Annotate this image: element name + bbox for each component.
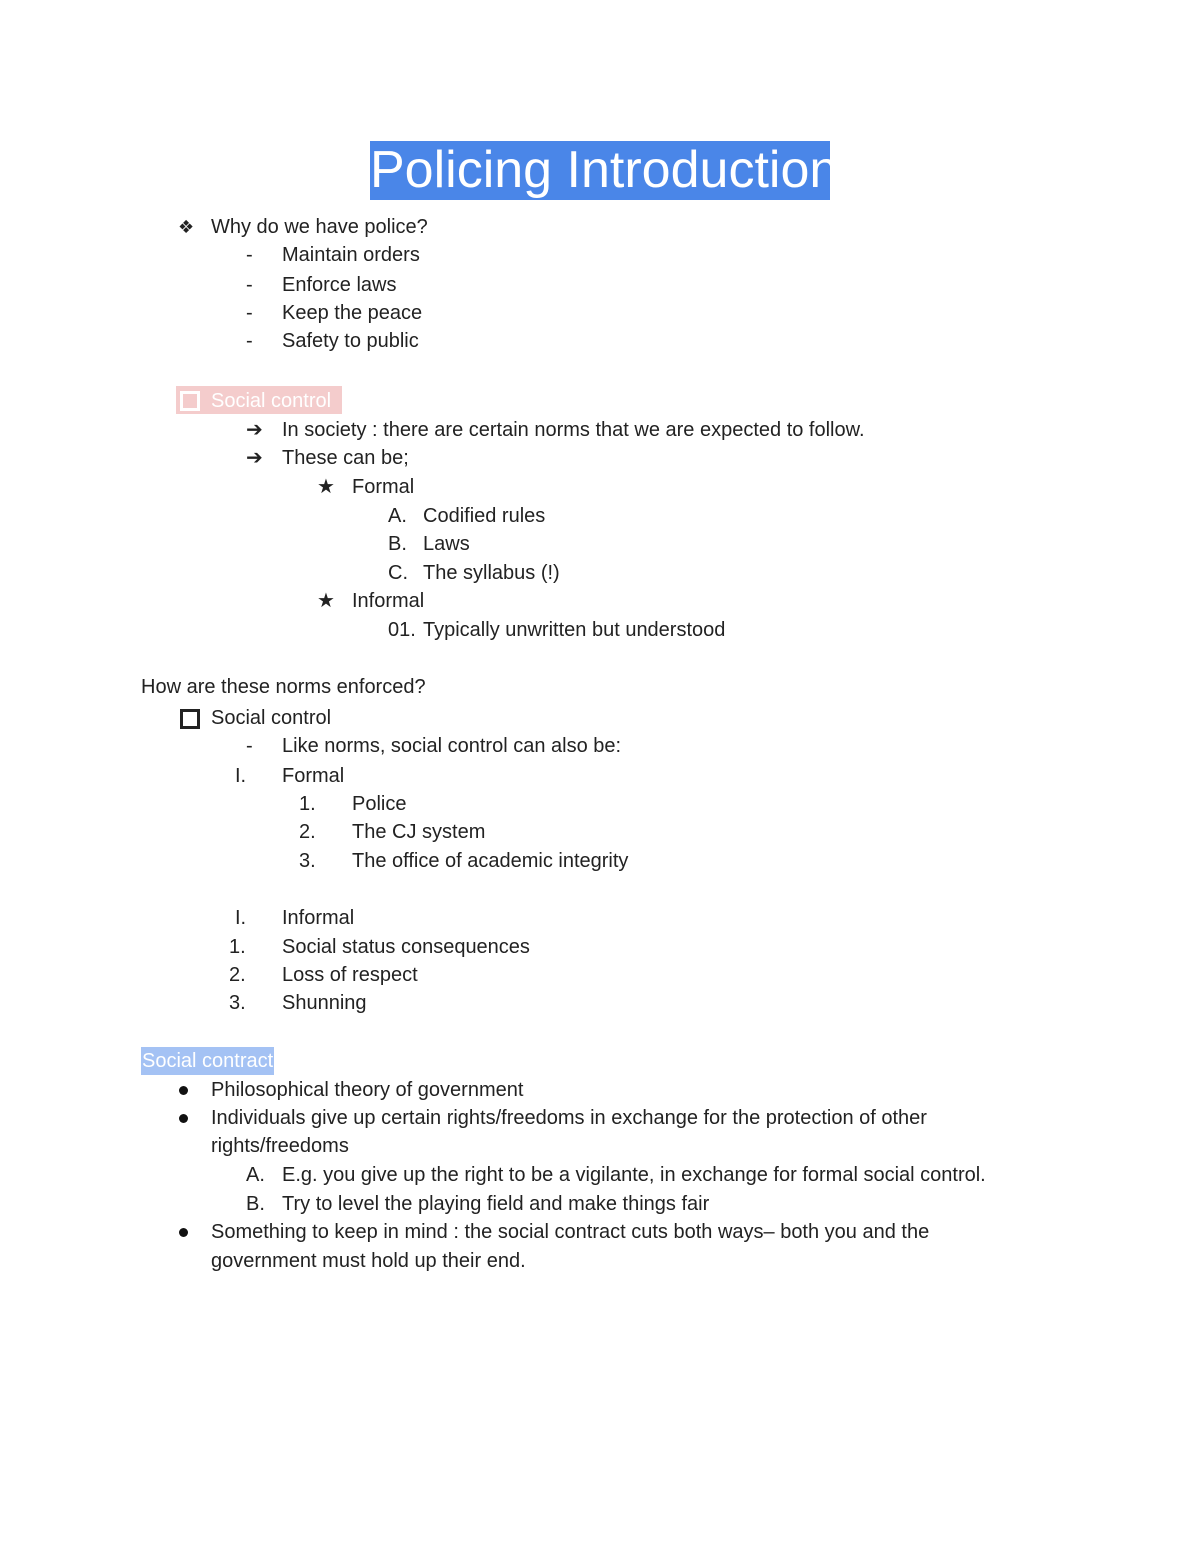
list-item: Codified rules: [423, 505, 546, 527]
list-item: Something to keep in mind : the social contract cuts both ways– both you and the: [211, 1221, 930, 1243]
list-item: Individuals give up certain rights/freedoms in exchange for the protection of other: [211, 1107, 927, 1129]
list-item: Try to level the playing field and make things fair: [282, 1193, 710, 1215]
list-item: Maintain orders: [282, 244, 420, 266]
list-item: Loss of respect: [282, 964, 418, 986]
question-why-police: Why do we have police?: [211, 216, 428, 238]
list-item-continued: rights/freedoms: [211, 1135, 349, 1157]
list-item: Safety to public: [282, 330, 419, 352]
dash-marker: -: [246, 735, 253, 757]
dash-marker: -: [246, 274, 253, 296]
number-marker: 3.: [299, 850, 316, 872]
roman-marker: I.: [235, 907, 247, 929]
alpha-marker: B.: [388, 533, 407, 555]
alpha-marker: B.: [246, 1193, 265, 1215]
question-norms-enforced: How are these norms enforced?: [141, 676, 426, 698]
arrow-right-icon: ➔: [246, 447, 263, 469]
list-item: Philosophical theory of government: [211, 1079, 524, 1101]
list-item: Keep the peace: [282, 302, 423, 324]
social-control-heading-2: Social control: [211, 707, 332, 729]
number-marker: 2.: [299, 821, 316, 843]
checkbox-icon: [180, 391, 200, 411]
page-title: Policing Introduction: [370, 141, 839, 199]
diamond-bullet-icon: ❖: [178, 217, 195, 237]
list-item-continued: government must hold up their end.: [211, 1250, 526, 1272]
list-item: Enforce laws: [282, 274, 397, 296]
list-item: Social status consequences: [282, 936, 530, 958]
dash-marker: -: [246, 302, 253, 324]
checkbox-icon: [180, 709, 200, 729]
list-item: These can be;: [282, 447, 409, 469]
alpha-marker: C.: [388, 562, 408, 584]
star-icon: ★: [317, 476, 335, 498]
number-marker: 01.: [388, 619, 416, 641]
dash-marker: -: [246, 244, 253, 266]
formal-label: Formal: [282, 765, 345, 787]
list-item: Typically unwritten but understood: [423, 619, 726, 641]
informal-label: Informal: [352, 590, 425, 612]
formal-label: Formal: [352, 476, 415, 498]
number-marker: 1.: [229, 936, 246, 958]
social-control-heading: Social control: [211, 390, 332, 412]
list-item: Like norms, social control can also be:: [282, 735, 622, 757]
bullet-icon: [179, 1114, 188, 1123]
list-item: E.g. you give up the right to be a vigilante, in exchange for formal social control.: [282, 1164, 986, 1186]
number-marker: 1.: [299, 793, 316, 815]
dash-marker: -: [246, 330, 253, 352]
list-item: The CJ system: [352, 821, 486, 843]
number-marker: 3.: [229, 992, 246, 1014]
list-item: The syllabus (!): [423, 562, 560, 584]
bullet-icon: [179, 1228, 188, 1237]
list-item: In society : there are certain norms that we are expected to follow.: [282, 419, 865, 441]
list-item: Police: [352, 793, 407, 815]
bullet-icon: [179, 1086, 188, 1095]
list-item: Shunning: [282, 992, 367, 1014]
alpha-marker: A.: [388, 505, 407, 527]
list-item: Laws: [423, 533, 470, 555]
informal-label: Informal: [282, 907, 355, 929]
roman-marker: I.: [235, 765, 247, 787]
star-icon: ★: [317, 590, 335, 612]
number-marker: 2.: [229, 964, 246, 986]
list-item: The office of academic integrity: [352, 850, 629, 872]
alpha-marker: A.: [246, 1164, 265, 1186]
social-contract-heading: Social contract: [141, 1047, 274, 1075]
arrow-right-icon: ➔: [246, 419, 263, 441]
